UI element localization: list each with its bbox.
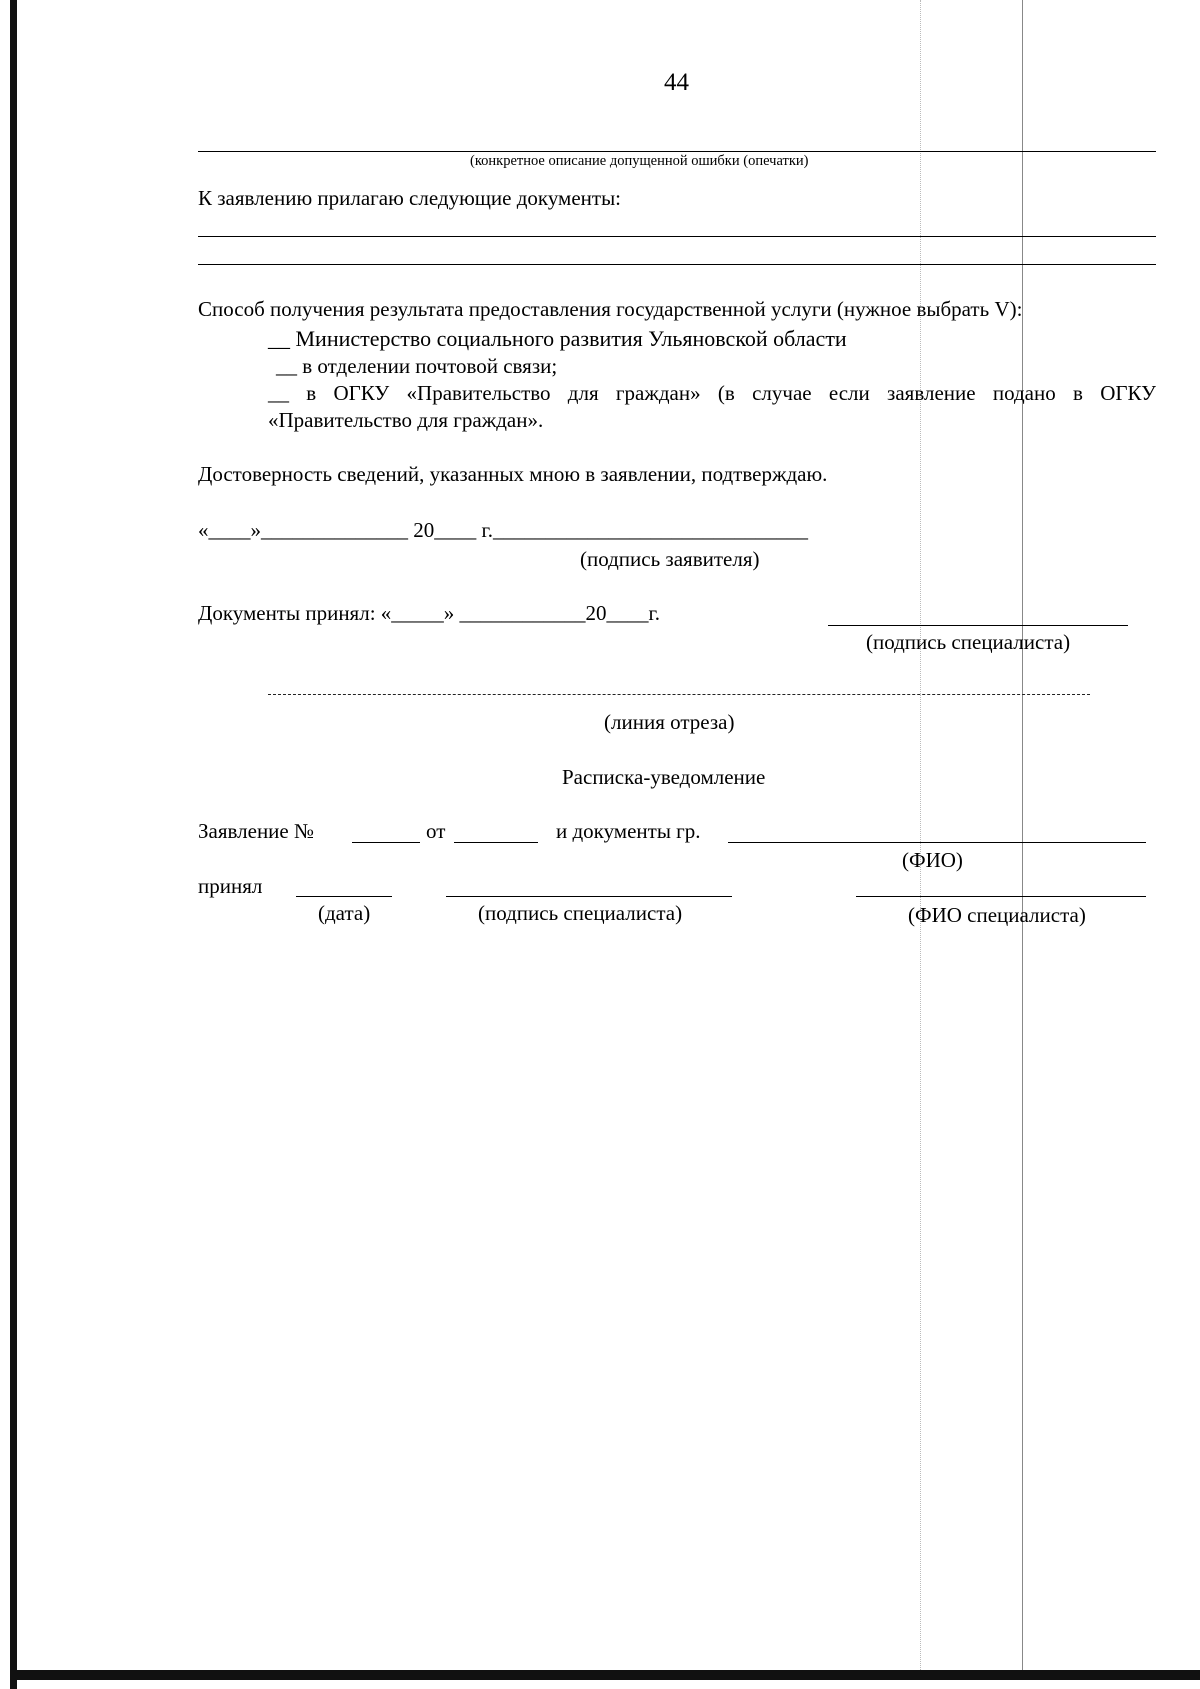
application-number-label: Заявление № bbox=[198, 819, 315, 843]
receipt-title: Расписка-уведомление bbox=[562, 765, 766, 789]
citizen-fio-field bbox=[728, 842, 1146, 843]
cut-line-caption: (линия отреза) bbox=[604, 710, 735, 734]
specialist-signature-caption: (подпись специалиста) bbox=[866, 630, 1071, 654]
specialist-fio-caption: (ФИО специалиста) bbox=[908, 903, 1086, 927]
error-description-line bbox=[198, 151, 1156, 152]
accepted-date-field bbox=[296, 896, 392, 897]
method-intro: Способ получения результата предоставления государственной услуги (нужное выбрать V): bbox=[198, 297, 1023, 321]
applicant-signature-caption: (подпись заявителя) bbox=[580, 547, 760, 571]
specialist-signature-line bbox=[828, 625, 1128, 626]
attachments-line-1 bbox=[198, 236, 1156, 237]
error-description-caption: (конкретное описание допущенной ошибки (опечатки) bbox=[470, 153, 809, 169]
applicant-date-signature-line: «____»______________ 20____ г.______________________________ bbox=[198, 518, 808, 542]
specialist-signature-caption-receipt: (подпись специалиста) bbox=[478, 901, 683, 925]
accepted-fio-field bbox=[856, 896, 1146, 897]
page-number: 44 bbox=[664, 69, 689, 96]
date-caption: (дата) bbox=[318, 901, 371, 925]
method-option-ministry: __ Министерство социального развития Ульяновской области bbox=[268, 326, 847, 351]
method-option-ogku: __ в ОГКУ «Правительство для граждан» (в случае если заявление подано в ОГКУ bbox=[268, 381, 1156, 405]
accepted-by-label: принял bbox=[198, 874, 263, 898]
accepted-signature-field bbox=[446, 896, 732, 897]
scan-fold-line bbox=[1022, 0, 1023, 1670]
method-option-ogku-cont: «Правительство для граждан». bbox=[268, 408, 544, 432]
method-option-post: __ в отделении почтовой связи; bbox=[276, 354, 558, 378]
scan-edge-bottom bbox=[10, 1670, 1200, 1680]
scan-edge-left bbox=[10, 0, 17, 1689]
documents-accepted-line: Документы принял: «_____» ____________20____г. bbox=[198, 601, 661, 625]
cut-line bbox=[268, 694, 1090, 695]
attachments-line-2 bbox=[198, 264, 1156, 265]
scan-fold-line bbox=[920, 0, 921, 1670]
confirmation-statement: Достоверность сведений, указанных мною в заявлении, подтверждаю. bbox=[198, 462, 828, 486]
application-from-label: от bbox=[426, 819, 446, 843]
attachments-label: К заявлению прилагаю следующие документы: bbox=[198, 186, 622, 210]
application-date-field bbox=[454, 842, 538, 843]
application-number-field bbox=[352, 842, 420, 843]
documents-citizen-label: и документы гр. bbox=[556, 819, 701, 843]
fio-caption: (ФИО) bbox=[902, 848, 963, 872]
